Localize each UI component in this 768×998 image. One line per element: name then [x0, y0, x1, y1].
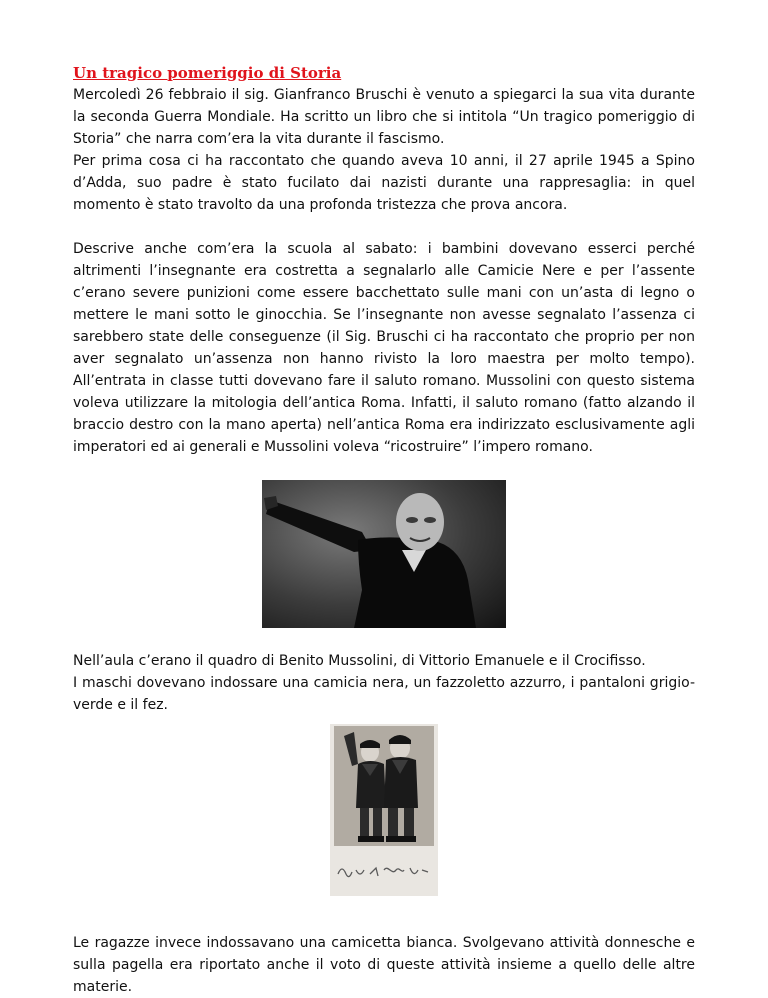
paragraph-father: Per prima cosa ci ha raccontato che quando aveva 10 anni, il 27 aprile 1945 a Spino d’Adda, suo padre è stato fucilato dai nazisti durante una rappresaglia: in quel momento è stato travolto da una profonda tristezza che prova ancora. [73, 153, 695, 213]
photo-mussolini-salute [262, 480, 506, 628]
photo-mussolini-wrap [73, 458, 695, 628]
paragraph-intro: Mercoledì 26 febbraio il sig. Gianfranco Bruschi è venuto a spiegarci la sua vita durante la seconda Guerra Mondiale. Ha scritto un libro che si intitola “Un tragico pomeriggio di Storia” che narra com’era la vita durante il fascismo. [73, 87, 695, 147]
paragraph-girls: Le ragazze invece indossavano una camicetta bianca. Svolgevano attività donnesche e sulla pagella era riportato anche il voto di queste attività insieme a quello delle altre materie. [73, 935, 695, 995]
document-page [73, 62, 695, 998]
paragraph-school: Descrive anche com’era la scuola al sabato: i bambini dovevano esserci perché altrimenti l’insegnante era costretta a segnalarlo alle Camicie Nere e per l’assente c’erano severe punizioni come essere bacchettato sulle mani con un’asta di legno o mettere le mani sotto le ginocchia. Se l’insegnante non avesse segnalato l’assenza ci sarebbero state delle conseguenze (il Sig. Bruschi ci ha raccontato che proprio per non aver segnalato un’assenza non hanno rivisto la loro maestra per molto tempo). All’entrata in classe tutti dovevano fare il saluto romano. Mussolini con questo sistema voleva utilizzare la mitologia dell’antica Roma. Infatti, il saluto romano (fatto alzando il braccio destro con la mano aperta) nell’antica Roma era indirizzato esclusivamente agli imperatori ed ai generali e Mussolini voleva “ricostruire” l’impero romano. [73, 241, 695, 455]
paragraph-classroom: Nell’aula c’erano il quadro di Benito Mussolini, di Vittorio Emanuele e il Crocifisso. [73, 653, 646, 669]
photo-two-boys [330, 724, 438, 896]
page-title: Un tragico pomeriggio di Storia [73, 64, 342, 82]
paragraph-boys-uniform: I maschi dovevano indossare una camicia nera, un fazzoletto azzurro, i pantaloni grigio-verde e il fez. [73, 675, 695, 713]
photo-boys-wrap [73, 716, 695, 896]
paragraph-gap [73, 216, 695, 238]
